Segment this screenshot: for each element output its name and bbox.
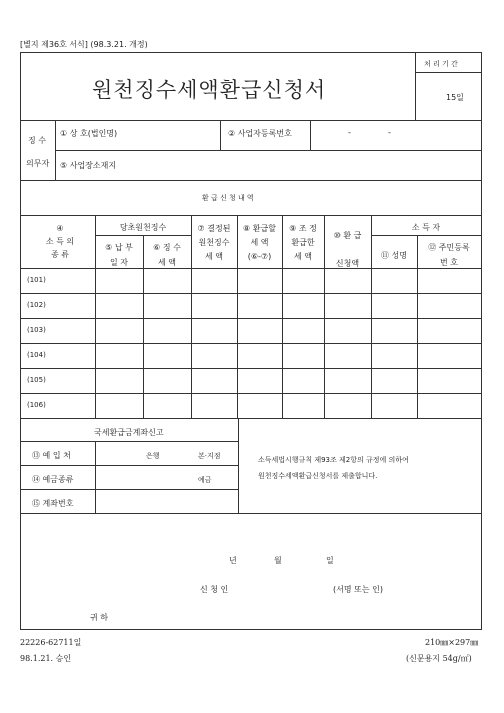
divider bbox=[21, 489, 238, 490]
form-number: [별지 제36호 서식] (98.3.21. 개정) bbox=[20, 40, 148, 49]
declaration-line-2: 원천징수세액환급신청서를 제출합니다. bbox=[258, 472, 378, 480]
divider bbox=[21, 180, 482, 181]
date-day: 일 bbox=[326, 556, 334, 565]
reg-dash-2: - bbox=[388, 128, 391, 137]
row-label: (106) bbox=[27, 401, 46, 409]
col-earner-name: ⑪ 성명 bbox=[381, 251, 407, 260]
agent-label-1: 징 수 bbox=[28, 136, 46, 145]
business-reg-label: ② 사업자등록번호 bbox=[228, 129, 292, 138]
divider bbox=[191, 215, 192, 418]
table-row bbox=[21, 293, 482, 294]
table-row bbox=[21, 318, 482, 319]
divider bbox=[55, 150, 482, 151]
table-row bbox=[21, 368, 482, 369]
divider bbox=[220, 120, 221, 150]
footer-size: 210㎜×297㎜ bbox=[425, 638, 479, 647]
col-resident-number: ⑫ 주민등록 번 호 bbox=[428, 243, 470, 267]
divider bbox=[95, 441, 96, 513]
date-year: 년 bbox=[229, 556, 237, 565]
divider bbox=[324, 215, 325, 418]
col-collected-tax: ⑥ 징 수 세 액 bbox=[153, 243, 181, 267]
divider bbox=[21, 513, 482, 514]
footer-code: 22226-62711일 bbox=[20, 638, 82, 647]
divider bbox=[21, 215, 482, 216]
divider bbox=[371, 215, 372, 418]
row-label: (102) bbox=[27, 301, 46, 309]
divider bbox=[21, 441, 238, 442]
divider bbox=[95, 215, 96, 418]
account-number-label: ⑮ 계좌번호 bbox=[32, 499, 74, 508]
business-name-label: ① 상 호(법인명) bbox=[60, 129, 118, 138]
account-type-suffix: 예금 bbox=[198, 476, 212, 484]
divider bbox=[237, 215, 238, 418]
col-income-earner: 소 득 자 bbox=[411, 223, 441, 232]
recipient-label: 귀 하 bbox=[90, 613, 108, 622]
sign-note: (서명 또는 인) bbox=[333, 585, 383, 594]
form-border bbox=[20, 52, 482, 630]
divider bbox=[417, 235, 418, 418]
col-refund-tax: ⑧ 환급할 세 액 (⑥-⑦) bbox=[243, 224, 276, 261]
account-type-label: ⑭ 예금종류 bbox=[32, 475, 74, 484]
col-income-type: ④ 소 득 의 종 류 bbox=[45, 224, 75, 259]
document-title: 원천징수세액환급신청서 bbox=[92, 78, 327, 102]
bank-label: ⑬ 예 입 처 bbox=[32, 451, 71, 460]
col-adjusted-tax: ⑨ 조 정 환급한 세 액 bbox=[289, 224, 317, 261]
business-location-label: ⑤ 사업장소재지 bbox=[60, 161, 117, 170]
processing-period-label: 처 리 기 간 bbox=[424, 60, 458, 68]
bank-suffix: 은행 bbox=[146, 452, 160, 460]
divider bbox=[238, 418, 239, 513]
table-row bbox=[21, 418, 482, 419]
processing-period-value: 15일 bbox=[446, 93, 464, 102]
col-payment-date: ⑤ 납 부 일 자 bbox=[105, 243, 133, 267]
applicant-label: 신 청 인 bbox=[200, 585, 229, 594]
branch-suffix: 본·지점 bbox=[198, 452, 221, 460]
row-label: (104) bbox=[27, 351, 46, 359]
divider bbox=[310, 120, 311, 150]
refund-section-title: 환 급 신 청 내 역 bbox=[202, 194, 254, 202]
row-label: (103) bbox=[27, 326, 46, 334]
divider bbox=[21, 120, 482, 121]
col-decided-tax: ⑦ 결정된 원천징수 세 액 bbox=[197, 224, 231, 261]
col-claim-amount: ⑩ 환 급 신청액 bbox=[333, 231, 362, 268]
divider bbox=[371, 235, 482, 236]
footer-paper: (신문용지 54g/㎡) bbox=[406, 654, 472, 663]
divider bbox=[415, 52, 416, 120]
divider bbox=[415, 72, 482, 73]
reg-dash-1: - bbox=[348, 128, 351, 137]
declaration-line-1: 소득세법시행규칙 제93조 제2항의 규정에 의하여 bbox=[258, 456, 409, 464]
date-month: 월 bbox=[274, 556, 282, 565]
divider bbox=[143, 235, 144, 418]
table-row bbox=[21, 343, 482, 344]
row-label: (105) bbox=[27, 376, 46, 384]
row-label: (101) bbox=[27, 276, 46, 284]
account-title: 국세환급금계좌신고 bbox=[94, 428, 164, 437]
divider bbox=[282, 215, 283, 418]
table-row bbox=[21, 393, 482, 394]
agent-label-2: 의무자 bbox=[26, 159, 50, 168]
divider bbox=[21, 465, 238, 466]
col-original-withheld: 당초원천징수 bbox=[119, 223, 167, 232]
table-row bbox=[21, 268, 482, 269]
footer-approved: 98.1.21. 승인 bbox=[20, 654, 72, 663]
